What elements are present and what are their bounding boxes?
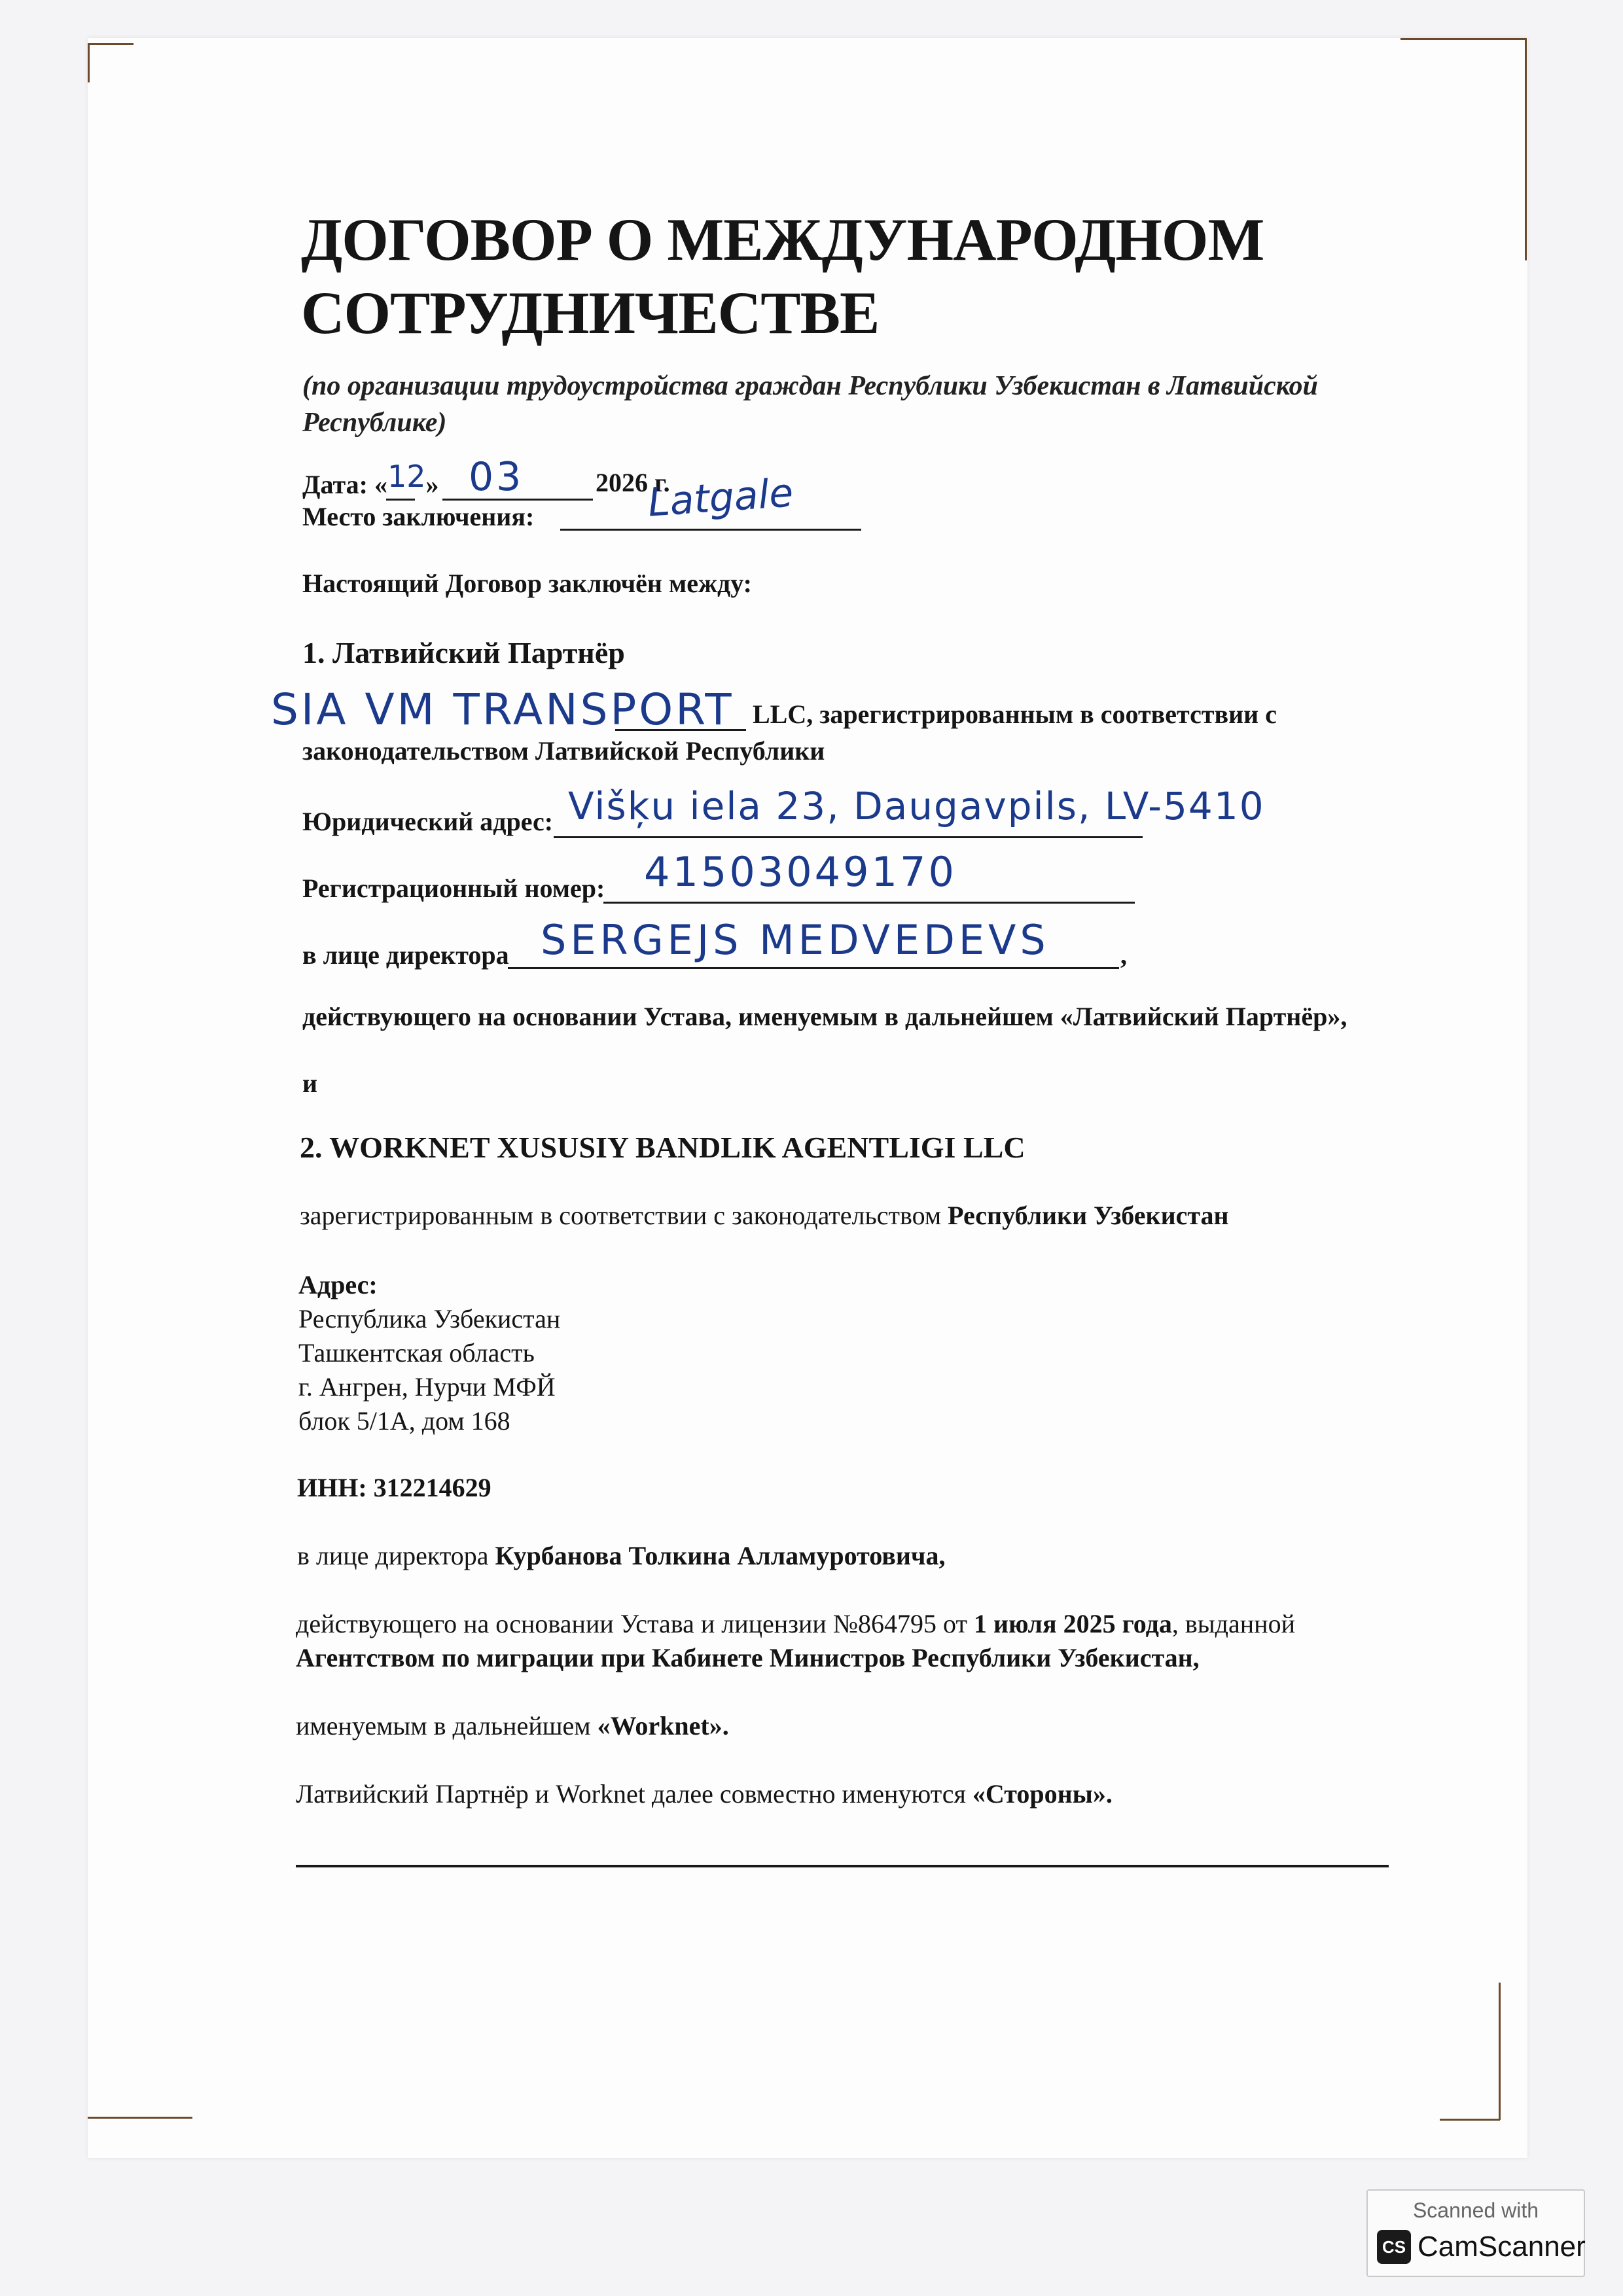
party1-director-underline [508,967,1119,969]
place-underline [560,529,861,531]
place-label: Место заключения: [302,502,535,531]
party2-heading: 2. WORKNET XUSUSIY BANDLIK AGENTLIGI LLC [300,1131,1026,1164]
party2-registered-bold: Республики Узбекистан [948,1201,1229,1230]
and-conjunction: и [302,1069,318,1098]
camscanner-name: CamScanner [1418,2231,1586,2263]
party2-address-line-1: Республика Узбекистан [298,1304,561,1333]
place-signature: Latgale [646,470,795,526]
party1-acting-bold: «Латвийский Партнёр», [1060,1002,1347,1031]
scan-edge-top-right [1400,38,1525,40]
party2-inn: ИНН: 312214629 [297,1473,491,1502]
subtitle-line-2: Республике) [302,408,447,438]
party1-director-label: в лице директора [302,940,509,970]
scanned-with-text: Scanned with [1412,2199,1539,2222]
scan-edge-right [1525,38,1527,260]
date-mid: » [425,470,439,499]
parties-definition-prefix: Латвийский Партнёр и Worknet далее совместно именуются [296,1779,972,1809]
party1-name-suffix: LLC, зарегистрированным в соответствии с [753,699,1277,729]
party1-law-bold: Латвийской Республики [535,736,825,766]
document-subtitle [302,368,1349,441]
scan-edge-bottom-right-h [1440,2119,1500,2121]
party2-registered [300,1200,1229,1231]
party1-director-handwritten: SERGEJS MEDVEDEVS [541,916,1050,964]
party1-law-text: законодательством [302,736,535,766]
title-line-1: ДОГОВОР О МЕЖДУНАРОДНОМ [301,206,1264,273]
party2-director-prefix: в лице директора [297,1541,495,1570]
party2-named-bold: «Worknet». [597,1711,729,1740]
parties-definition [296,1778,1113,1810]
party2-address-label: Адрес: [298,1270,378,1299]
subtitle-line-1: (по организации трудоустройства граждан Республики Узбекистан в Латвийской [302,371,1318,401]
party2-acting-date: 1 июля 2025 года [973,1609,1172,1638]
party1-name-handwritten: SIA VM TRANSPORT [271,684,734,735]
party1-address-underline [554,836,1143,838]
parties-definition-bold: «Стороны». [972,1779,1113,1809]
camscanner-logo-icon: CS [1377,2230,1411,2264]
date-day-underline [386,499,415,501]
contract-intro: Настоящий Договор заключён между: [302,569,752,598]
party2-acting-end: , выданной [1171,1609,1295,1638]
party2-registered-text: зарегистрированным в соответствии с законодательством [300,1201,948,1230]
date-label: Дата: « [302,470,387,499]
party2-acting-line-1 [296,1608,1295,1640]
party2-director-name: Курбанова Толкина Алламуротовича, [495,1541,946,1570]
date-row [302,459,439,501]
party2-address-line-3: г. Ангрен, Нурчи МФЙ [298,1372,556,1402]
camscanner-watermark [1366,2189,1585,2277]
party1-name-underline [615,729,746,731]
party2-acting-text: действующего на основании Устава и лицензии №864795 от [296,1609,974,1638]
title-line-2: СОТРУДНИЧЕСТВЕ [301,279,880,346]
party1-reg-handwritten: 41503049170 [644,848,957,896]
document-title [301,203,1414,349]
date-month-underline [442,499,593,501]
party1-acting-text: действующего на основании Устава, именуемым в дальнейшем [302,1002,1060,1031]
party1-reg-label: Регистрационный номер: [302,874,605,903]
scan-edge-bottom-right [1499,1983,1501,2120]
party2-director [297,1540,945,1572]
date-day: 12 [387,459,426,494]
scan-edge-bottom-left [88,2117,192,2119]
party2-address-line-4: блок 5/1А, дом 168 [298,1406,510,1436]
party1-law-line [302,735,825,767]
party2-acting-line-2: Агентством по миграции при Кабинете Министров Республики Узбекистан, [296,1643,1200,1672]
party1-acting [302,1001,1347,1033]
party2-named-prefix: именуемым в дальнейшем [296,1711,597,1740]
date-year: 2026 г. [596,468,670,497]
party1-address-handwritten: Višķu iela 23, Daugavpils, LV-5410 [568,784,1265,828]
scan-edge-left [88,43,90,82]
section-divider [296,1865,1389,1867]
party1-address-label: Юридический адрес: [302,807,554,836]
party1-reg-underline [603,902,1135,904]
date-month: 03 [469,454,524,500]
party1-director-comma: , [1120,940,1127,970]
party2-address-line-2: Ташкентская область [298,1338,535,1368]
scan-edge-top-left [88,43,134,45]
party2-named [296,1710,729,1742]
party1-heading: 1. Латвийский Партнёр [302,636,625,669]
